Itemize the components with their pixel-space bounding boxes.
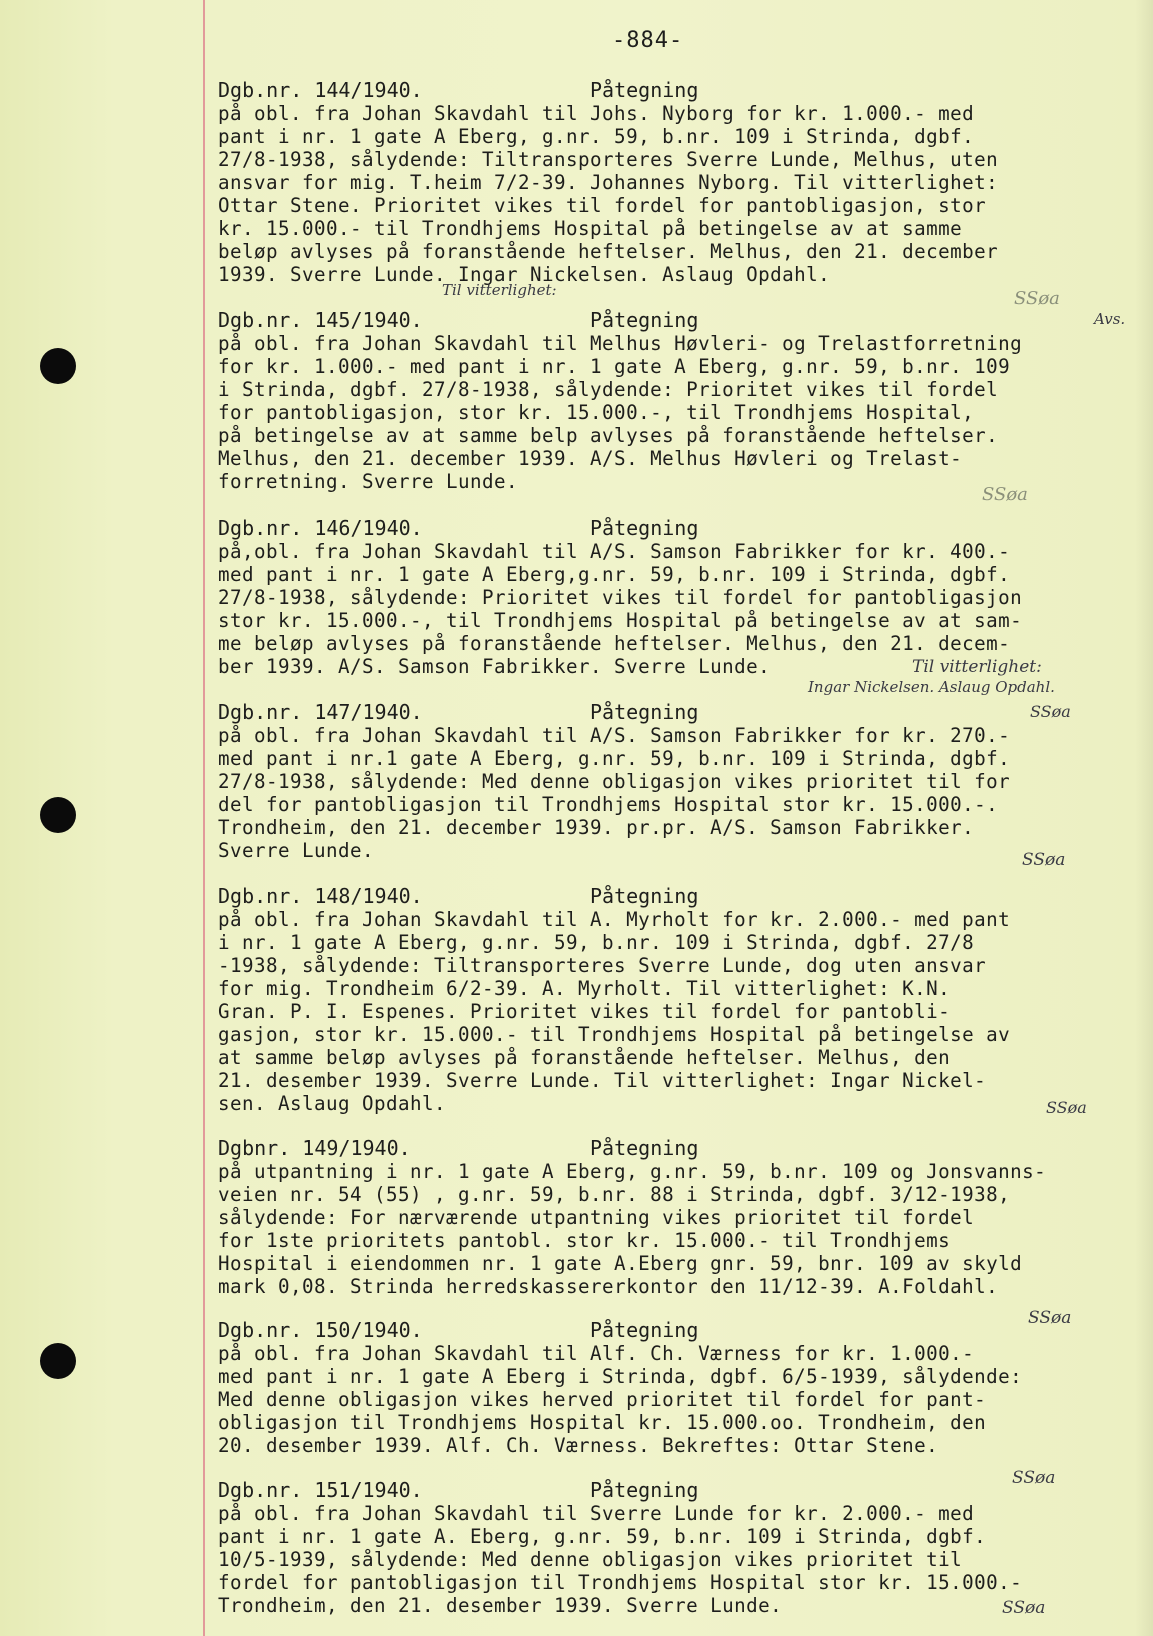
- text-line: Hospital i eiendommen nr. 1 gate A.Eberg gnr. 59, bnr. 109 av skyld: [218, 1252, 1023, 1275]
- entry-header: [218, 78, 1143, 102]
- entry-header: [218, 1136, 1143, 1160]
- text-line: mark 0,08. Strinda herredskassererkontor den 11/12-39. A.Foldahl.: [218, 1275, 999, 1298]
- entry-heading: Påtegning: [590, 700, 699, 724]
- text-line: på obl. fra Johan Skavdahl til Sverre Lunde for kr. 2.000.- med: [218, 1502, 975, 1525]
- text-line: ansvar for mig. T.heim 7/2-39. Johannes Nyborg. Til vitterlighet:: [218, 171, 999, 194]
- handwritten-note: Til vitterlighet:: [912, 657, 1042, 677]
- initials-mark: SSøa: [1028, 1308, 1072, 1328]
- text-line: Trondheim, den 21. desember 1939. Sverre Lunde.: [218, 1594, 783, 1617]
- text-line: på utpantning i nr. 1 gate A Eberg, g.nr. 59, b.nr. 109 og Jonsvanns-: [218, 1160, 1047, 1183]
- text-line: veien nr. 54 (55) , g.nr. 59, b.nr. 88 i Strinda, dgbf. 3/12-1938,: [218, 1183, 1011, 1206]
- entry-144: [218, 78, 1143, 286]
- entry-heading: Påtegning: [590, 1136, 699, 1160]
- text-line: på,obl. fra Johan Skavdahl til A/S. Samson Fabrikker for kr. 400.-: [218, 540, 1011, 563]
- text-line: 21. desember 1939. Sverre Lunde. Til vitterlighet: Ingar Nickel-: [218, 1069, 987, 1092]
- text-line: gasjon, stor kr. 15.000.- til Trondhjems Hospital på betingelse av: [218, 1023, 1011, 1046]
- binder-hole-icon: [40, 797, 76, 833]
- text-line: med pant i nr. 1 gate A Eberg i Strinda, dgbf. 6/5-1939, sålydende:: [218, 1365, 1023, 1388]
- entry-header: [218, 700, 1143, 724]
- entry-heading: Påtegning: [590, 884, 699, 908]
- entry-header: [218, 516, 1143, 540]
- entry-number: Dgb.nr. 150/1940.: [218, 1318, 423, 1342]
- text-line: obligasjon til Trondhjems Hospital kr. 15.000.oo. Trondheim, den: [218, 1411, 987, 1434]
- text-line: Gran. P. I. Espenes. Prioritet vikes til fordel for pantobli-: [218, 1000, 951, 1023]
- text-line: med pant i nr.1 gate A Eberg, g.nr. 59, b.nr. 109 i Strinda, dgbf.: [218, 747, 1011, 770]
- entry-heading: Påtegning: [590, 1318, 699, 1342]
- entry-header: [218, 884, 1143, 908]
- entry-heading: Påtegning: [590, 1478, 699, 1502]
- handwritten-note: Til vitterlighet:: [442, 281, 557, 299]
- entry-heading: Påtegning: [590, 308, 699, 332]
- entry-147: [218, 700, 1143, 862]
- text-line: pant i nr. 1 gate A. Eberg, g.nr. 59, b.nr. 109 i Strinda, dgbf.: [218, 1525, 987, 1548]
- text-line: Sverre Lunde.: [218, 839, 375, 862]
- text-line: på obl. fra Johan Skavdahl til A/S. Samson Fabrikker for kr. 270.-: [218, 724, 1011, 747]
- text-line: ber 1939. A/S. Samson Fabrikker. Sverre Lunde.: [218, 655, 771, 678]
- text-line: for 1ste prioritets pantobl. stor kr. 15.000.- til Trondhjems: [218, 1229, 951, 1252]
- entry-header: [218, 308, 1143, 332]
- text-line: Ottar Stene. Prioritet vikes til fordel for pantobligasjon, stor: [218, 194, 987, 217]
- text-line: sålydende: For nærværende utpantning vikes prioritet til fordel: [218, 1206, 975, 1229]
- entry-149: [218, 1136, 1143, 1298]
- entry-header: [218, 1318, 1143, 1342]
- margin-rule: [203, 0, 205, 1636]
- text-line: Trondheim, den 21. december 1939. pr.pr. A/S. Samson Fabrikker.: [218, 816, 975, 839]
- page-number: -884-: [612, 28, 684, 53]
- text-line: 27/8-1938, sålydende: Tiltransporteres Sverre Lunde, Melhus, uten: [218, 148, 999, 171]
- initials-mark: SSøa: [1022, 850, 1066, 870]
- text-line: med pant i nr. 1 gate A Eberg,g.nr. 59, b.nr. 109 i Strinda, dgbf.: [218, 563, 1011, 586]
- text-line: på obl. fra Johan Skavdahl til Melhus Høvleri- og Trelastforretning: [218, 332, 1023, 355]
- initials-mark: SSøa: [1030, 702, 1071, 721]
- text-line: 1939. Sverre Lunde. Ingar Nickelsen. Aslaug Opdahl.: [218, 263, 831, 286]
- text-line: pant i nr. 1 gate A Eberg, g.nr. 59, b.nr. 109 i Strinda, dgbf.: [218, 125, 975, 148]
- entry-heading: Påtegning: [590, 78, 699, 102]
- text-line: 20. desember 1939. Alf. Ch. Værness. Bekreftes: Ottar Stene.: [218, 1434, 939, 1457]
- entry-number: Dgb.nr. 144/1940.: [218, 78, 423, 102]
- entry-number: Dgb.nr. 151/1940.: [218, 1478, 423, 1502]
- initials-mark: SSøa: [1014, 288, 1060, 309]
- text-line: 27/8-1938, sålydende: Prioritet vikes til fordel for pantobligasjon: [218, 586, 1023, 609]
- text-line: på obl. fra Johan Skavdahl til Johs. Nyborg for kr. 1.000.- med: [218, 102, 975, 125]
- initials-mark: SSøa: [982, 484, 1028, 505]
- text-line: stor kr. 15.000.-, til Trondhjems Hospital på betingelse av at sam-: [218, 609, 1023, 632]
- text-line: for mig. Trondheim 6/2-39. A. Myrholt. Til vitterlighet: K.N.: [218, 977, 951, 1000]
- initials-mark: SSøa: [1002, 1598, 1046, 1618]
- text-line: me beløp avlyses på foranstående heftelser. Melhus, den 21. decem-: [218, 632, 1011, 655]
- text-line: for kr. 1.000.- med pant i nr. 1 gate A Eberg, g.nr. 59, b.nr. 109: [218, 355, 1011, 378]
- entry-number: Dgb.nr. 147/1940.: [218, 700, 423, 724]
- text-line: forretning. Sverre Lunde.: [218, 470, 519, 493]
- handwritten-tick: Avs.: [1094, 310, 1126, 328]
- text-line: kr. 15.000.- til Trondhjems Hospital på betingelse av at samme: [218, 217, 963, 240]
- text-line: på obl. fra Johan Skavdahl til Alf. Ch. Værness for kr. 1.000.-: [218, 1342, 975, 1365]
- text-line: sen. Aslaug Opdahl.: [218, 1092, 447, 1115]
- entry-151: [218, 1478, 1143, 1617]
- entry-number: Dgb.nr. 148/1940.: [218, 884, 423, 908]
- text-line: i Strinda, dgbf. 27/8-1938, sålydende: Prioritet vikes til fordel: [218, 378, 999, 401]
- text-line: 10/5-1939, sålydende: Med denne obligasjon vikes prioritet til: [218, 1548, 963, 1571]
- text-line: at samme beløp avlyses på foranstående heftelser. Melhus, den: [218, 1046, 951, 1069]
- entry-number: Dgbnr. 149/1940.: [218, 1136, 411, 1160]
- binder-hole-icon: [40, 1343, 76, 1379]
- entry-150: [218, 1318, 1143, 1457]
- entry-number: Dgb.nr. 145/1940.: [218, 308, 423, 332]
- entry-146: [218, 516, 1143, 678]
- entry-header: [218, 1478, 1143, 1502]
- initials-mark: SSøa: [1046, 1098, 1087, 1117]
- text-line: beløp avlyses på foranstående heftelser. Melhus, den 21. december: [218, 240, 999, 263]
- text-line: 27/8-1938, sålydende: Med denne obligasjon vikes prioritet til for: [218, 770, 1011, 793]
- entry-145: [218, 308, 1143, 493]
- handwritten-note: Ingar Nickelsen. Aslaug Opdahl.: [808, 678, 1055, 696]
- text-line: for pantobligasjon, stor kr. 15.000.-, til Trondhjems Hospital,: [218, 401, 975, 424]
- text-line: del for pantobligasjon til Trondhjems Hospital stor kr. 15.000.-.: [218, 793, 999, 816]
- text-line: på obl. fra Johan Skavdahl til A. Myrholt for kr. 2.000.- med pant: [218, 908, 1011, 931]
- text-line: i nr. 1 gate A Eberg, g.nr. 59, b.nr. 109 i Strinda, dgbf. 27/8: [218, 931, 975, 954]
- text-line: fordel for pantobligasjon til Trondhjems Hospital stor kr. 15.000.-: [218, 1571, 1023, 1594]
- entry-number: Dgb.nr. 146/1940.: [218, 516, 423, 540]
- text-line: på betingelse av at samme belp avlyses på foranstående heftelser.: [218, 424, 999, 447]
- text-line: Med denne obligasjon vikes herved prioritet til fordel for pant-: [218, 1388, 987, 1411]
- binder-hole-icon: [40, 348, 76, 384]
- initials-mark: SSøa: [1012, 1468, 1056, 1488]
- entry-148: [218, 884, 1143, 1115]
- entry-heading: Påtegning: [590, 516, 699, 540]
- text-line: -1938, sålydende: Tiltransporteres Sverre Lunde, dog uten ansvar: [218, 954, 987, 977]
- text-line: Melhus, den 21. december 1939. A/S. Melhus Høvleri og Trelast-: [218, 447, 963, 470]
